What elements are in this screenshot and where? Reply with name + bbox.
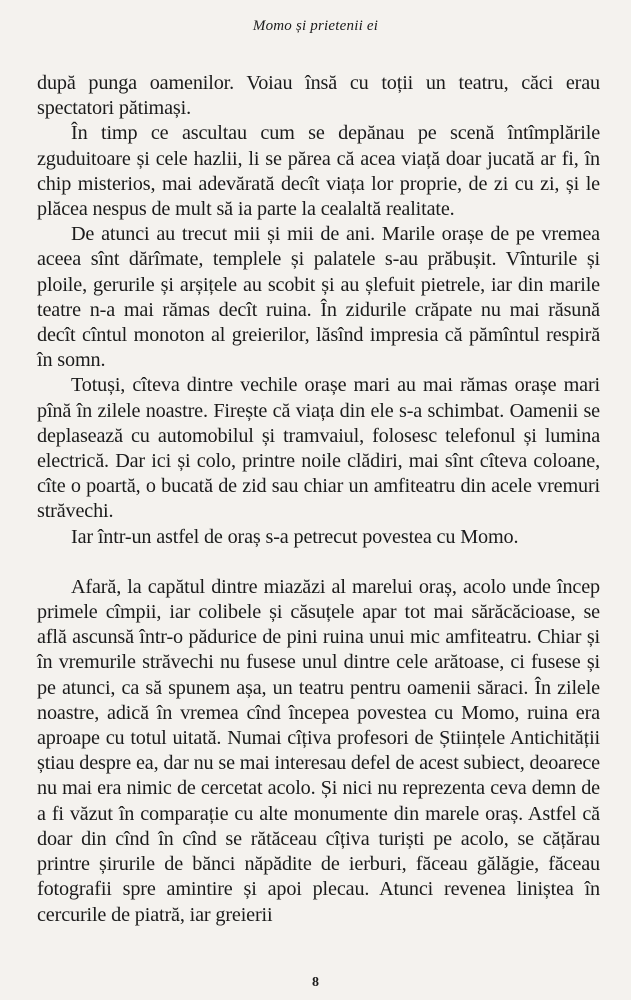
paragraph-continuation: după punga oamenilor. Voiau însă cu toții un teatru, căci erau spectatori pătimași. <box>37 72 600 120</box>
running-head: Momo și prietenii ei <box>252 18 379 34</box>
body-text <box>37 71 600 928</box>
paragraph: De atunci au trecut mii și mii de ani. Marile orașe de pe vremea aceea sînt dărîmate, templele și palatele s-au prăbușit. Vînturile și ploile, gerurile și arșițele au scobit și au șlefuit pietrele, iar din marile teatre n-a mai rămas decît ruina. În zidurile crăpate nu mai răsună decît cîntul monoton al greierilor, lăsînd impresia că pămîntul respiră în somn. <box>37 223 600 372</box>
paragraph: În timp ce ascultau cum se depănau pe scenă întîmplările zguduitoare și cele hazlii, li se părea că acea viață doar jucată ar fi, în chip misterios, mai adevărată decît viața lor proprie, de zi cu zi, și le plăcea nespus de mult să ia parte la cealaltă realitate. <box>37 122 600 221</box>
paragraph: Totuși, cîteva dintre vechile orașe mari au mai rămas orașe mari pînă în zilele noastre. Firește că viața din ele s-a schimbat. Oamenii se deplasează cu automobilul și tramvaiul, folosesc telefonul și lumina electrică. Dar ici și colo, printre noile clădiri, mai sînt cîteva coloane, cîte o poartă, o bucată de zid sau chiar un amfiteatru din acele vremuri străvechi. <box>37 374 600 523</box>
paragraph: Afară, la capătul dintre miazăzi al marelui oraș, acolo unde încep primele cîmpii, iar colibele și căsuțele apar tot mai sărăcăcioase, se află ascunsă într-o pădurice de pini ruina unui mic amfiteatru. Chiar și în vremurile străvechi nu fusese unul dintre cele arătoase, ci fusese și pe atunci, ca să spunem așa, un teatru pentru oamenii săraci. În zilele noastre, adică în vremea cînd începea povestea cu Momo, ruina era aproape cu totul uitată. Numai cîțiva profesori de Științele Antichității știau despre ea, dar nu se mai interesau defel de acest subiect, deoarece nu mai era nimic de cercetat acolo. Și nici nu reprezenta ceva demn de a fi văzut în comparație cu alte monumente din marele oraș. Astfel că doar din cînd în cînd se rătăceau cîțiva turiști pe acolo, se cățărau printre șirurile de bănci năpădite de ierburi, făceau gălăgie, făceau fotografii spre amintire și apoi plecau. Atunci revenea liniștea în cercurile de piatră, iar greierii <box>37 575 600 926</box>
page-number: 8 <box>312 975 319 990</box>
paragraph: Iar într-un astfel de oraș s-a petrecut povestea cu Momo. <box>71 525 519 548</box>
